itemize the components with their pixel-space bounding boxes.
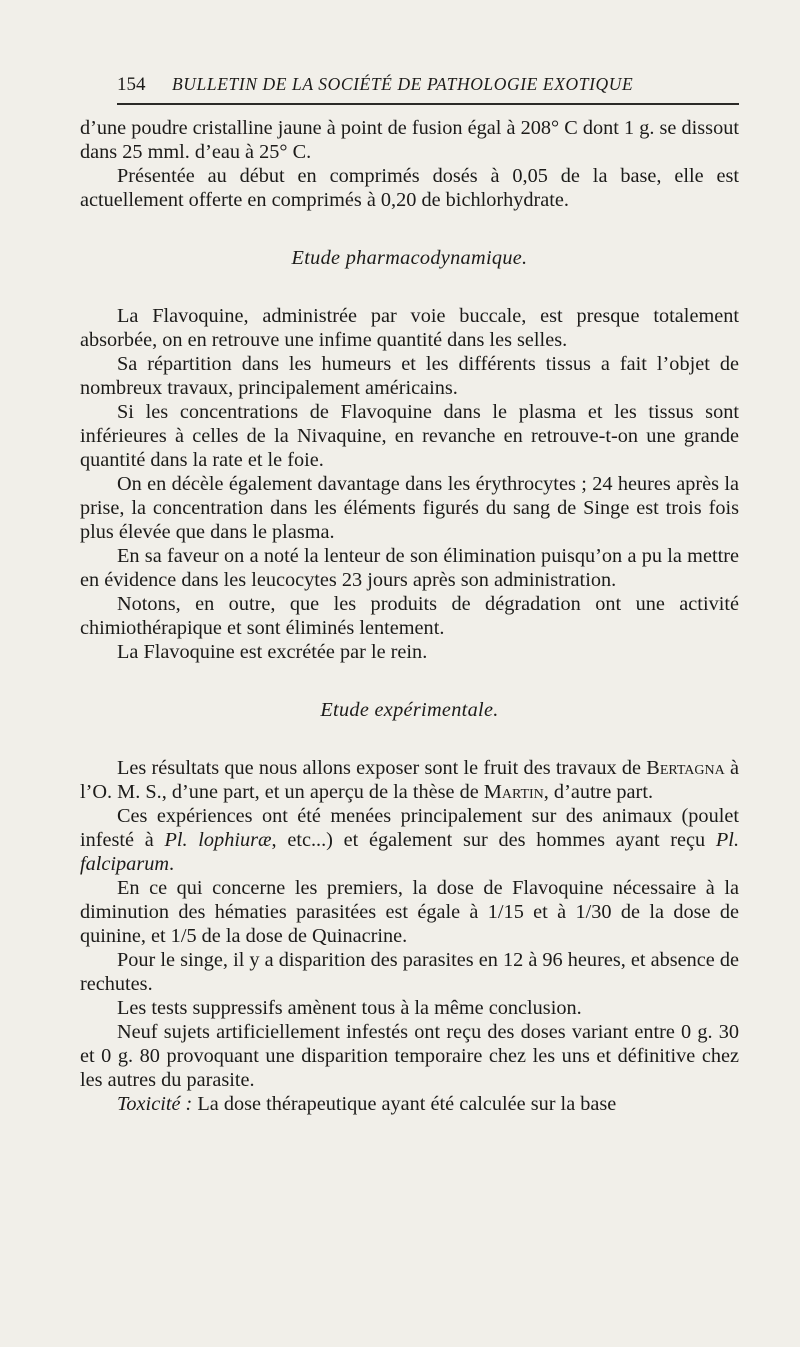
paragraph: Notons, en outre, que les produits de dégradation ont une activité chimiothérapique et sont éliminés lentement. [80, 593, 739, 639]
paragraph: Présentée au début en comprimés dosés à 0,05 de la base, elle est actuellement offerte en comprimés à 0,20 de bichlorhydrate. [80, 165, 739, 211]
page-header [117, 74, 737, 100]
paragraph: En sa faveur on a noté la lenteur de son élimination puisqu’on a pu la mettre en évidence dans les leucocytes 23 jours après son administration. [80, 545, 739, 591]
text-run: Ces expériences ont été menées principalement sur des animaux (poulet infesté à [80, 805, 739, 851]
page-number: 154 [117, 74, 146, 95]
paragraph: d’une poudre cristalline jaune à point de fusion égal à 208° C dont 1 g. se dissout dans 25 mml. d’eau à 25° C. [80, 117, 739, 163]
running-title: BULLETIN DE LA SOCIÉTÉ DE PATHOLOGIE EXOTIQUE [172, 74, 634, 94]
paragraph: Neuf sujets artificiellement infestés ont reçu des doses variant entre 0 g. 30 et 0 g. 80 provoquant une disparition temporaire chez les uns et définitive chez les autres du parasite. [80, 1021, 739, 1091]
author-name: Martin [483, 781, 544, 803]
inline-label-toxicite: Toxicité : [117, 1093, 193, 1115]
section-heading-experimentale: Etude expérimentale. [320, 699, 499, 721]
paragraph [80, 756, 739, 804]
paragraph: Les tests suppressifs amènent tous à la même conclusion. [117, 997, 582, 1019]
species-name: Pl. lophiuræ [164, 829, 272, 851]
paragraph: Si les concentrations de Flavoquine dans le plasma et les tissus sont inférieures à celles de la Nivaquine, en revanche en retrouve-t-on une grande quantité dans la rate et le foie. [80, 401, 739, 471]
header-rule [117, 103, 739, 105]
text-run: , etc...) et également sur des hommes ayant reçu [271, 829, 716, 851]
paragraph: La Flavoquine, administrée par voie buccale, est presque totalement absorbée, on en retrouve une infime quantité dans les selles. [80, 305, 739, 351]
paragraph: En ce qui concerne les premiers, la dose de Flavoquine nécessaire à la diminution des hématies parasitées est égale à 1/15 et à 1/30 de la dose de quinine, et 1/5 de la dose de Quinacrine. [80, 877, 739, 947]
body-text [80, 116, 739, 1116]
text-run: . [169, 853, 175, 875]
section-heading-pharmacodynamique: Etude pharmacodynamique. [291, 247, 528, 269]
text-run: La dose thérapeutique ayant été calculée sur la base [192, 1093, 617, 1115]
paragraph: Sa répartition dans les humeurs et les différents tissus a fait l’objet de nombreux travaux, principalement américains. [80, 353, 739, 399]
author-name: Bertagna [646, 757, 725, 779]
text-run: à l’O. M. S., d’une part, et un aperçu de la thèse de [80, 757, 739, 803]
paragraph [80, 804, 739, 876]
text-run: Les résultats que nous allons exposer sont le fruit des travaux de [117, 757, 647, 779]
text-run: , d’autre part. [543, 781, 654, 803]
species-name: Pl. falciparum [80, 829, 740, 875]
paragraph: Pour le singe, il y a disparition des parasites en 12 à 96 heures, et absence de rechutes. [80, 949, 739, 995]
paragraph: On en décèle également davantage dans les érythrocytes ; 24 heures après la prise, la concentration dans les éléments figurés du sang de Singe est trois fois plus élevée que dans le plasma. [80, 473, 739, 543]
paragraph [80, 1092, 739, 1116]
paragraph: La Flavoquine est excrétée par le rein. [117, 641, 428, 663]
